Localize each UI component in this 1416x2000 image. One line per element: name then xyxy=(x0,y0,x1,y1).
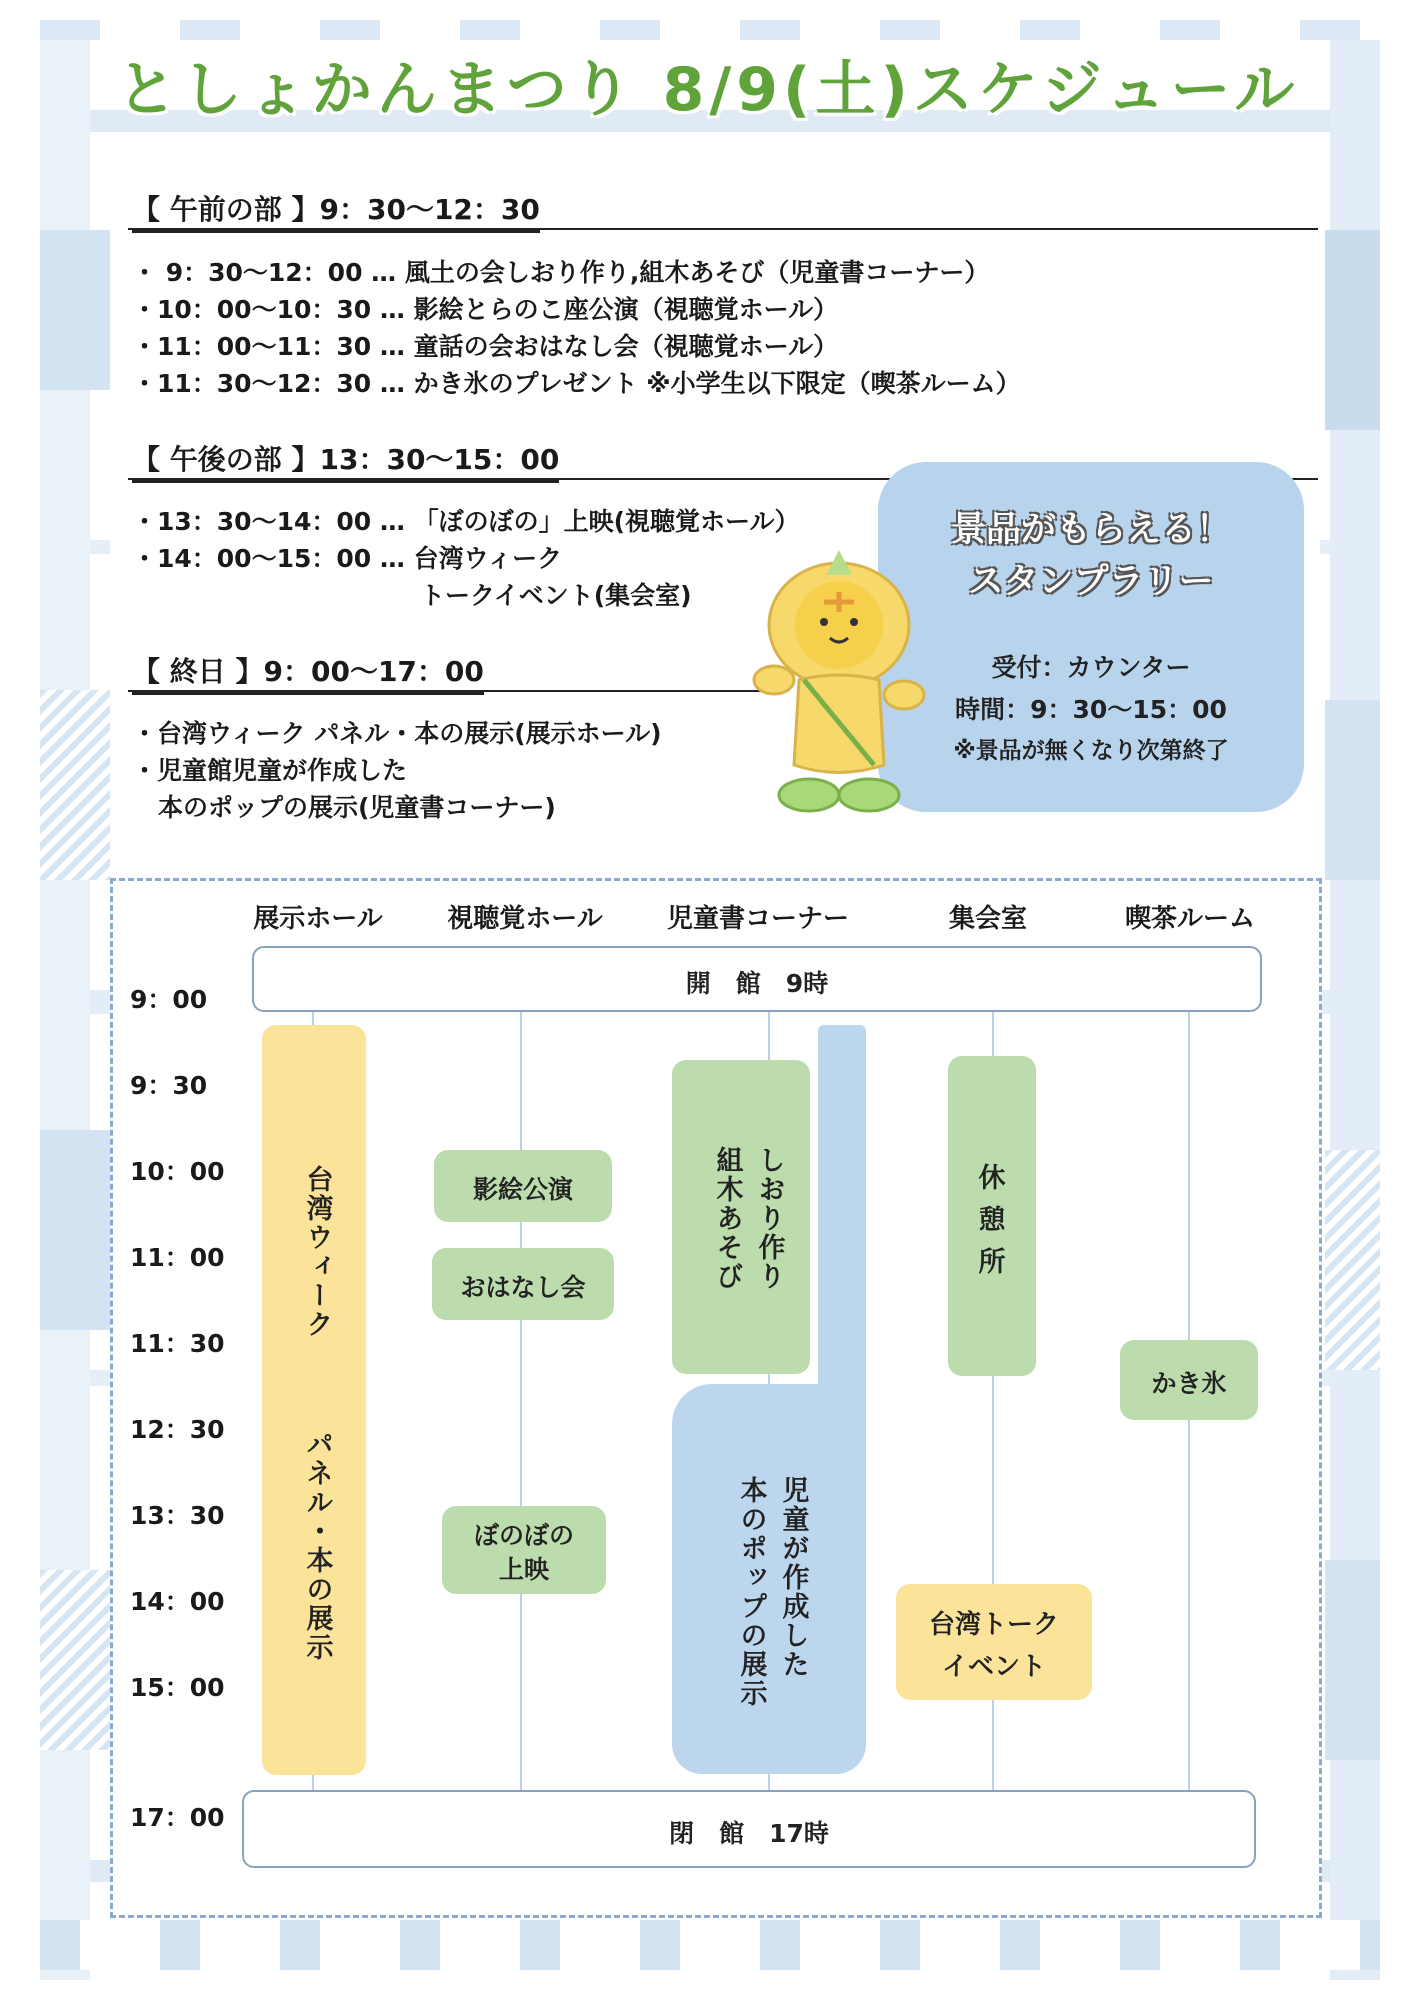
allday-heading: 【 終日 】9：00～17：00 xyxy=(132,650,484,695)
event-bonobono xyxy=(442,1506,606,1594)
time-label: 13：30 xyxy=(130,1501,225,1530)
time-label: 17：00 xyxy=(130,1803,225,1832)
event-label: 休 xyxy=(978,1163,1006,1194)
event-label: 上映 xyxy=(498,1555,549,1584)
event-label: イベント xyxy=(941,1652,1046,1682)
morning-item: ・11：00～11：30 … 童話の会おはなし会（視聴覚ホール） xyxy=(132,332,839,361)
event-pop-extension xyxy=(818,1025,866,1405)
event-label: 台湾ウィーク xyxy=(301,1165,333,1339)
afternoon-item: ・14：00～15：00 … 台湾ウィーク xyxy=(132,544,563,573)
morning-item: ・11：30～12：30 … かき氷のプレゼント ※小学生以下限定（喫茶ルーム） xyxy=(132,369,1021,398)
allday-item: 本のポップの展示(児童書コーナー) xyxy=(158,793,556,822)
divider xyxy=(128,228,1318,230)
event-kakigori xyxy=(1120,1340,1258,1420)
event-label: パネル・本の展示 xyxy=(301,1430,333,1662)
stamp-title: 景品がもらえる！ xyxy=(950,510,1231,550)
stamp-hours: 時間：9：30～15：00 xyxy=(955,695,1227,724)
event-label: かき氷 xyxy=(1151,1369,1227,1398)
column-header: 展示ホール xyxy=(253,904,383,934)
opening-label: 開 館 9時 xyxy=(685,969,829,998)
event-ohanashi xyxy=(432,1248,614,1320)
event-label: 所 xyxy=(978,1247,1006,1278)
time-label: 10：00 xyxy=(130,1157,225,1186)
time-label: 9：00 xyxy=(130,985,208,1014)
event-label: 影絵公演 xyxy=(472,1175,573,1204)
event-label: おはなし会 xyxy=(460,1273,586,1302)
event-pop-exhibit xyxy=(672,1384,866,1774)
event-taiwan-panel xyxy=(262,1025,366,1775)
afternoon-item: ・13：30～14：00 … 「ぼのぼの」上映(視聴覚ホール） xyxy=(132,507,800,536)
afternoon-item: トークイベント(集会室) xyxy=(420,581,692,610)
page-title: としょかんまつり 8/9(土)スケジュール xyxy=(116,55,1300,125)
morning-item: ・10：00～10：30 … 影絵とらのこ座公演（視聴覚ホール） xyxy=(132,295,839,324)
closing-bar xyxy=(242,1790,1256,1868)
time-label: 11：30 xyxy=(130,1329,225,1358)
column-line xyxy=(520,1010,522,1790)
column-header: 集会室 xyxy=(948,904,1027,934)
stamp-rally-panel xyxy=(878,462,1304,812)
event-rest-area xyxy=(948,1056,1036,1376)
time-label: 9：30 xyxy=(130,1071,208,1100)
stamp-note: ※景品が無くなり次第終了 xyxy=(953,738,1229,764)
event-label: 本のポップの展示 xyxy=(735,1476,767,1708)
mascot-illustration xyxy=(744,530,934,820)
stamp-title: スタンプラリー xyxy=(968,562,1214,602)
event-label: 組木あそび xyxy=(711,1146,743,1291)
column-header: 視聴覚ホール xyxy=(447,904,603,934)
event-label: 憩 xyxy=(978,1205,1006,1236)
event-label: 台湾トーク xyxy=(928,1610,1059,1640)
afternoon-heading: 【 午後の部 】13：30～15：00 xyxy=(132,438,559,483)
allday-item: ・台湾ウィーク パネル・本の展示(展示ホール) xyxy=(132,719,662,748)
time-label: 14：00 xyxy=(130,1587,225,1616)
event-shiori xyxy=(672,1060,810,1374)
column-header: 児童書コーナー xyxy=(666,904,849,934)
event-label: ぼのぼの xyxy=(473,1521,574,1550)
allday-item: ・児童館児童が作成した xyxy=(132,756,408,785)
event-kage-e xyxy=(434,1150,612,1222)
event-label: 児童が作成した xyxy=(777,1476,809,1679)
time-label: 12：30 xyxy=(130,1415,225,1444)
divider xyxy=(128,690,768,692)
morning-item: ・ 9：30～12：00 … 風土の会しおり作り,組木あそび（児童書コーナー） xyxy=(132,258,990,287)
column-header: 喫茶ルーム xyxy=(1124,904,1255,934)
time-label: 11：00 xyxy=(130,1243,225,1272)
closing-label: 閉 館 17時 xyxy=(669,1819,829,1848)
event-label: しおり作り xyxy=(753,1146,785,1291)
opening-bar xyxy=(252,946,1262,1012)
time-label: 15：00 xyxy=(130,1673,225,1702)
stamp-reception: 受付：カウンター xyxy=(991,653,1191,682)
event-taiwan-talk xyxy=(896,1584,1092,1700)
morning-heading: 【 午前の部 】9：30～12：30 xyxy=(132,188,540,233)
